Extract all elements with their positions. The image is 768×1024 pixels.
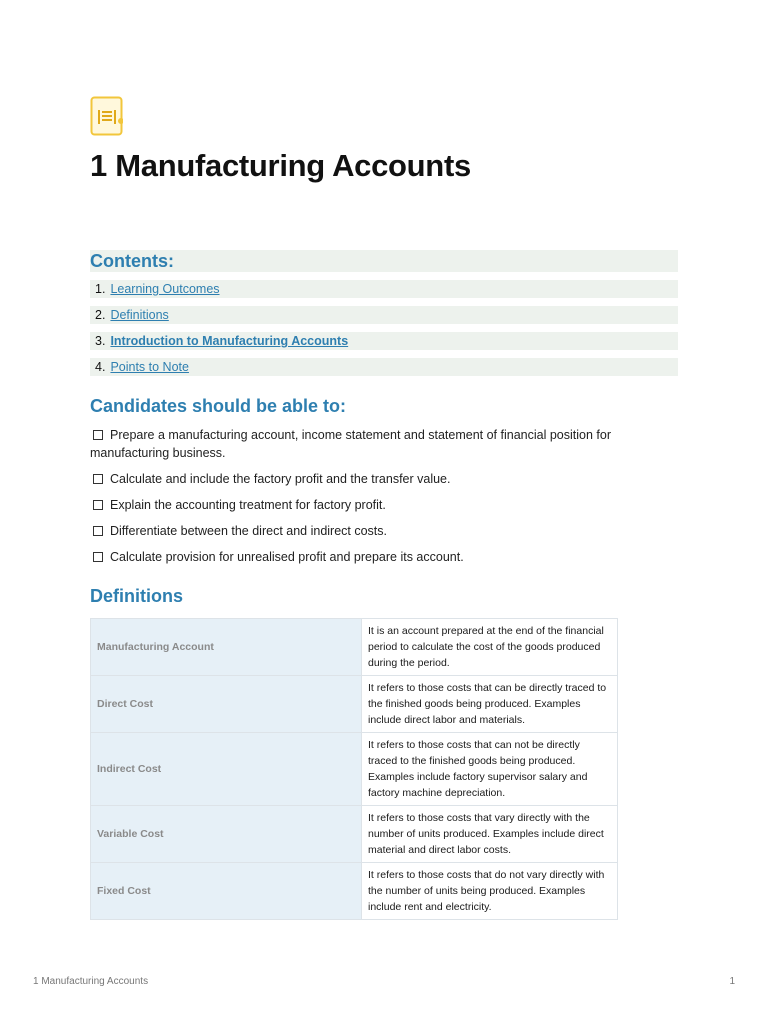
checkbox[interactable]	[93, 552, 103, 562]
ledger-book-icon	[90, 96, 123, 136]
table-row	[91, 619, 618, 676]
toc-item	[90, 358, 678, 376]
definition-cell: It is an account prepared at the end of the financial period to calculate the cost of the goods produced during the period.	[362, 619, 618, 676]
checkbox[interactable]	[93, 526, 103, 536]
toc-item	[90, 280, 678, 298]
table-row	[91, 676, 618, 733]
toc-link-definitions[interactable]: Definitions	[110, 308, 169, 322]
term-cell: Direct Cost	[91, 676, 362, 733]
definition-cell: It refers to those costs that can be directly traced to the finished goods being produced. Examples include direct labor and materials.	[362, 676, 618, 733]
definitions-table	[90, 618, 618, 920]
definition-cell: It refers to those costs that do not vary directly with the number of units being produced. Examples include rent and electricity.	[362, 863, 618, 920]
definition-cell: It refers to those costs that vary directly with the number of units produced. Examples include direct material and direct labor costs.	[362, 806, 618, 863]
toc-number: 1.	[95, 282, 106, 296]
term-cell: Indirect Cost	[91, 733, 362, 806]
term-cell: Variable Cost	[91, 806, 362, 863]
checklist-item	[90, 548, 650, 566]
definition-cell: It refers to those costs that can not be directly traced to the finished goods being produced. Examples include factory supervisor salary and factory machine depreciation.	[362, 733, 618, 806]
toc-item	[90, 332, 678, 350]
toc-number: 2.	[95, 308, 106, 322]
toc-link-points-to-note[interactable]: Points to Note	[110, 360, 189, 374]
contents-heading: Contents:	[90, 250, 678, 272]
definitions-heading: Definitions	[90, 586, 183, 606]
term-cell: Fixed Cost	[91, 863, 362, 920]
checklist-item	[90, 426, 650, 462]
table-row	[91, 806, 618, 863]
checkbox[interactable]	[93, 500, 103, 510]
toc-link-learning-outcomes[interactable]: Learning Outcomes	[110, 282, 220, 296]
checklist-text: Calculate provision for unrealised profit and prepare its account.	[110, 550, 464, 564]
table-row	[91, 863, 618, 920]
checklist-item	[90, 496, 650, 514]
checklist-text: Prepare a manufacturing account, income statement and statement of financial position for manufacturing business.	[90, 428, 611, 460]
table-of-contents	[90, 250, 678, 384]
page-title: 1 Manufacturing Accounts	[90, 148, 471, 183]
outcomes-checklist	[90, 426, 650, 574]
toc-link-introduction[interactable]: Introduction to Manufacturing Accounts	[110, 334, 349, 348]
toc-number: 4.	[95, 360, 106, 374]
term-cell: Manufacturing Account	[91, 619, 362, 676]
outcomes-heading: Candidates should be able to:	[90, 396, 347, 416]
footer-title: 1 Manufacturing Accounts	[33, 976, 149, 987]
checklist-text: Calculate and include the factory profit and the transfer value.	[110, 472, 451, 486]
checklist-text: Differentiate between the direct and indirect costs.	[110, 524, 388, 538]
page-number: 1	[729, 976, 735, 987]
checkbox[interactable]	[93, 430, 103, 440]
checkbox[interactable]	[93, 474, 103, 484]
table-row	[91, 733, 618, 806]
checklist-item	[90, 522, 650, 540]
checklist-text: Explain the accounting treatment for factory profit.	[110, 498, 386, 512]
toc-number: 3.	[95, 334, 106, 348]
toc-item	[90, 306, 678, 324]
checklist-item	[90, 470, 650, 488]
